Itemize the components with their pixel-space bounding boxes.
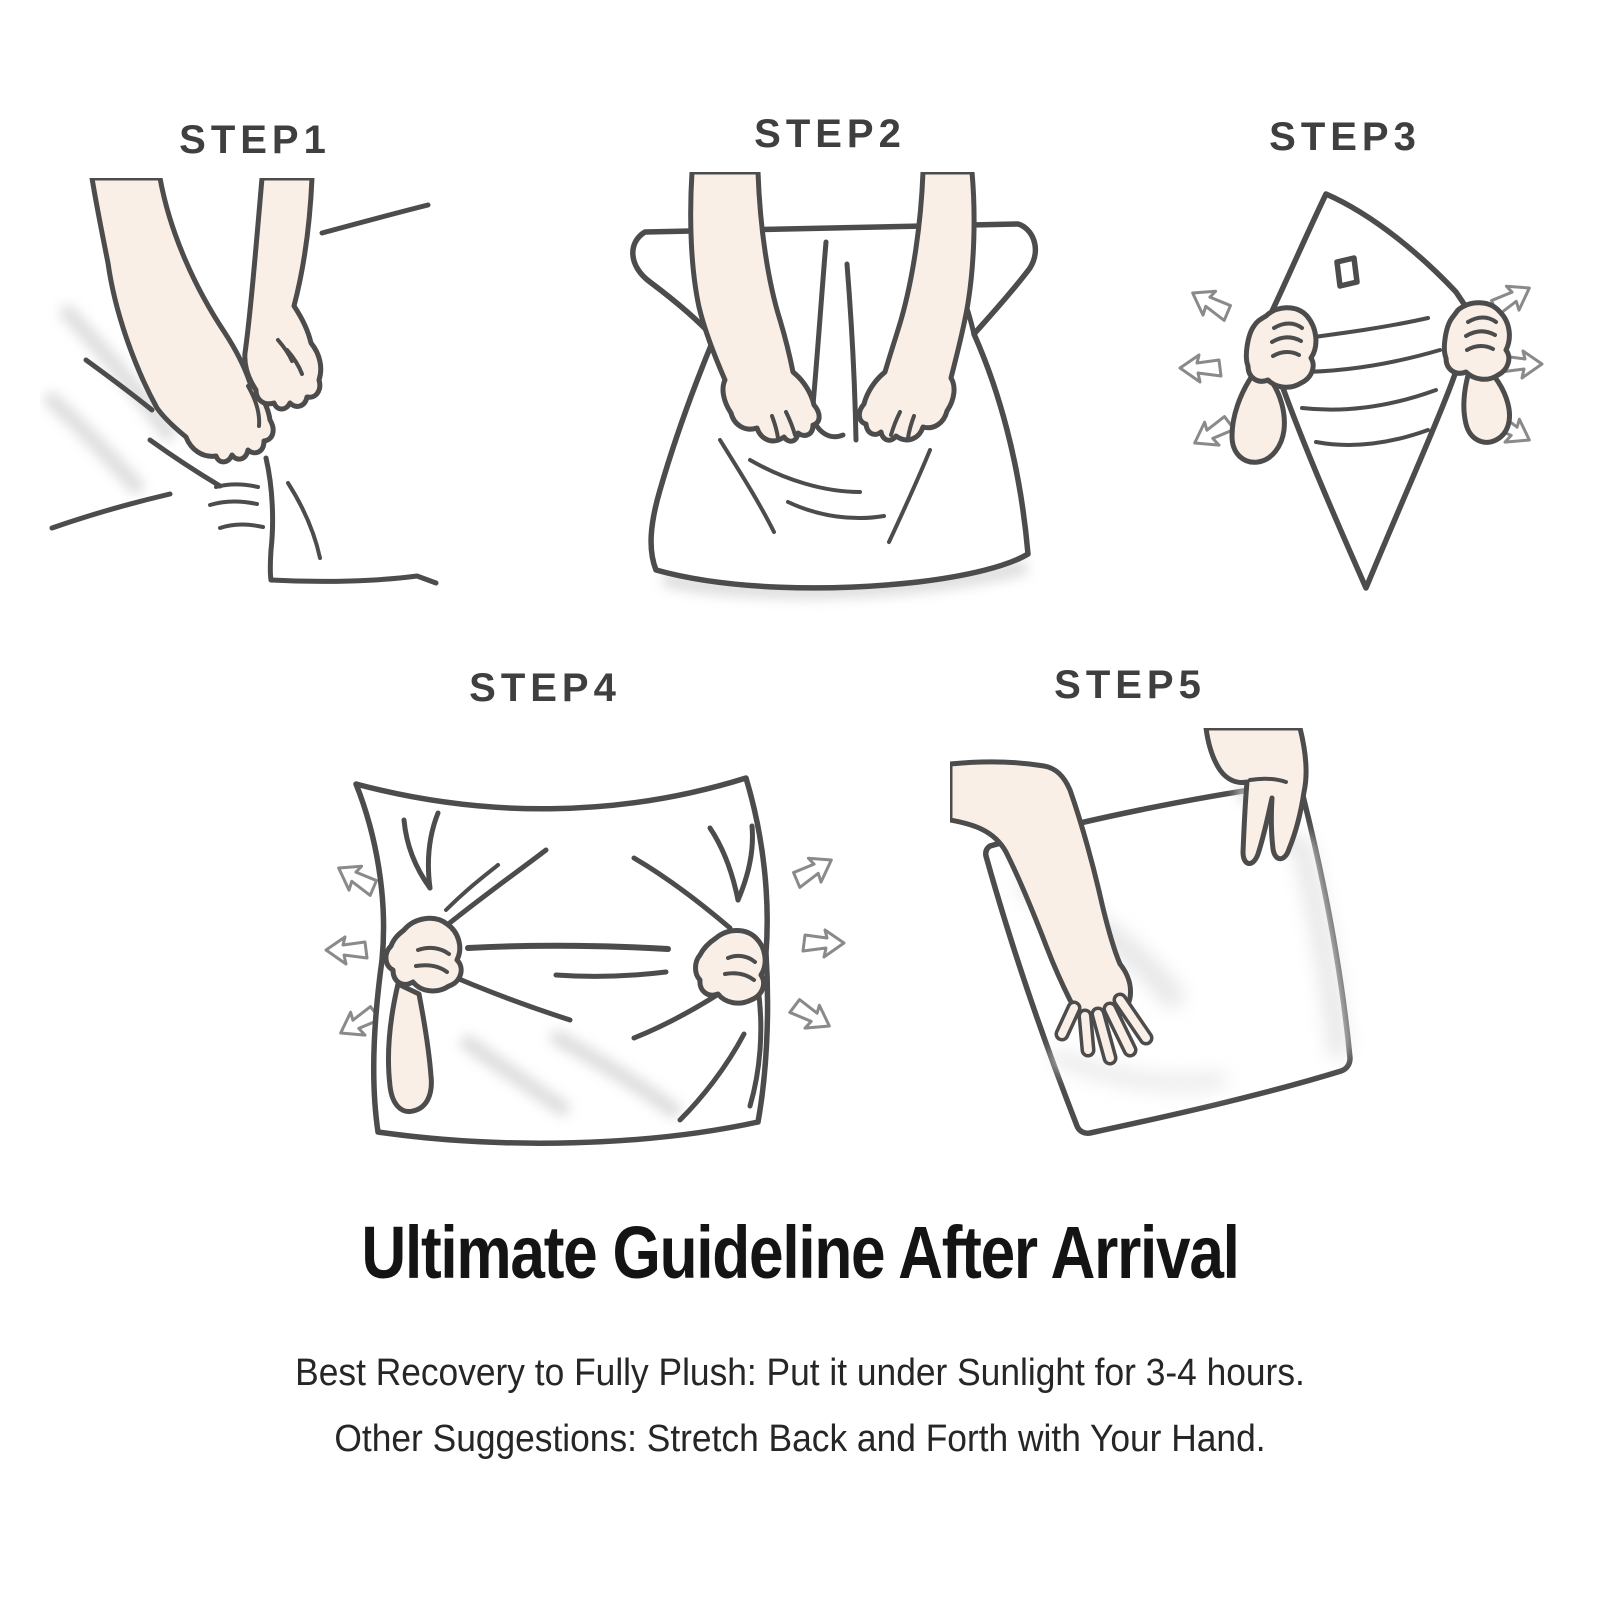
step4-label: STEP4 (469, 666, 621, 710)
arrows-left (1180, 282, 1237, 455)
instruction-line-1: Best Recovery to Fully Plush: Put it under Sunlight for 3-4 hours. (295, 1352, 1305, 1394)
step2-illustration (600, 172, 1090, 624)
step5-illustration (950, 728, 1402, 1183)
left-arm-and-hand (92, 178, 273, 462)
step4-illustration (318, 738, 850, 1176)
step3-label: STEP3 (1269, 115, 1421, 159)
right-fist (1444, 303, 1509, 443)
arrows-right (787, 849, 844, 1038)
step3-illustration (1140, 168, 1580, 623)
pillow-tag (1337, 258, 1357, 286)
pillow (1263, 194, 1472, 588)
step5-label: STEP5 (1054, 663, 1206, 707)
page-title: Ultimate Guideline After Arrival (361, 1211, 1239, 1294)
step1-label: STEP1 (179, 118, 331, 162)
instruction-line-2: Other Suggestions: Stretch Back and Forth with Your Hand. (334, 1418, 1266, 1460)
step2-label: STEP2 (754, 112, 906, 156)
right-arm-and-hand (245, 178, 321, 409)
step1-illustration (40, 178, 600, 623)
